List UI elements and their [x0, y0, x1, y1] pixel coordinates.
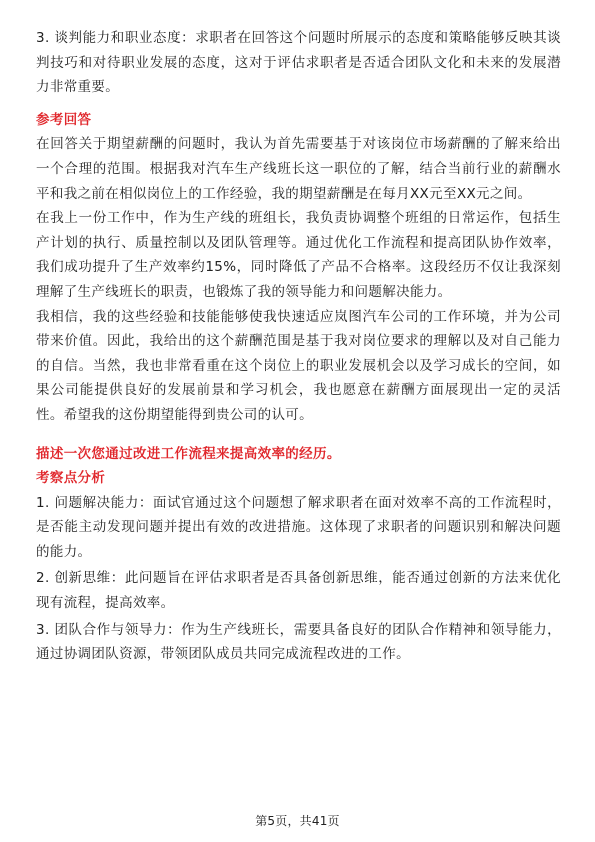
- interview-question: 描述一次您通过改进工作流程来提高效率的经历。: [36, 445, 341, 462]
- intro-list-item: 3. 谈判能力和职业态度：求职者在回答这个问题时所展示的态度和策略能够反映其谈判技巧和对待职业发展的态度，这对于评估求职者是否适合团队文化和未来的发展潜力非常重要。: [36, 30, 561, 96]
- analysis-heading: 考察点分析: [36, 470, 106, 487]
- reference-answer-heading: 参考回答: [36, 111, 92, 128]
- page-number: 第5页，共41页: [255, 814, 340, 828]
- answer-paragraph: 我相信，我的这些经验和技能能够使我快速适应岚图汽车公司的工作环境，并为公司带来价值。因此，我给出的这个薪酬范围是基于我对岗位要求的理解以及对自己能力的自信。当然，我也非常看重在这个岗位上的职业发展机会以及学习成长的空间，如果公司能提供良好的发展前景和学习机会，我也愿意在薪酬方面展现出一定的灵活性。希望我的这份期望能得到贵公司的认可。: [36, 308, 561, 423]
- analysis-item: 3. 团队合作与领导力：作为生产线班长，需要具备良好的团队合作精神和领导能力，通过协调团队资源，带领团队成员共同完成流程改进的工作。: [36, 621, 561, 663]
- page-content: [36, 26, 561, 667]
- analysis-item: 2. 创新思维：此问题旨在评估求职者是否具备创新思维，能否通过创新的方法来优化现有流程，提高效率。: [36, 570, 561, 612]
- answer-paragraph: 在回答关于期望薪酬的问题时，我认为首先需要基于对该岗位市场薪酬的了解来给出一个合理的范围。根据我对汽车生产线班长这一职位的了解，结合当前行业的薪酬水平和我之前在相似岗位上的工作经验，我的期望薪酬是在每月XX元至XX元之间。: [36, 136, 561, 202]
- analysis-item: 1. 问题解决能力：面试官通过这个问题想了解求职者在面对效率不高的工作流程时，是否能主动发现问题并提出有效的改进措施。这体现了求职者的问题识别和解决问题的能力。: [36, 494, 561, 560]
- answer-paragraph: 在我上一份工作中，作为生产线的班组长，我负责协调整个班组的日常运作，包括生产计划的执行、质量控制以及团队管理等。通过优化工作流程和提高团队协作效率，我们成功提升了生产效率约15%，同时降低了产品不合格率。这段经历不仅让我深刻理解了生产线班长的职责，也锻炼了我的领导能力和问题解决能力。: [36, 210, 561, 300]
